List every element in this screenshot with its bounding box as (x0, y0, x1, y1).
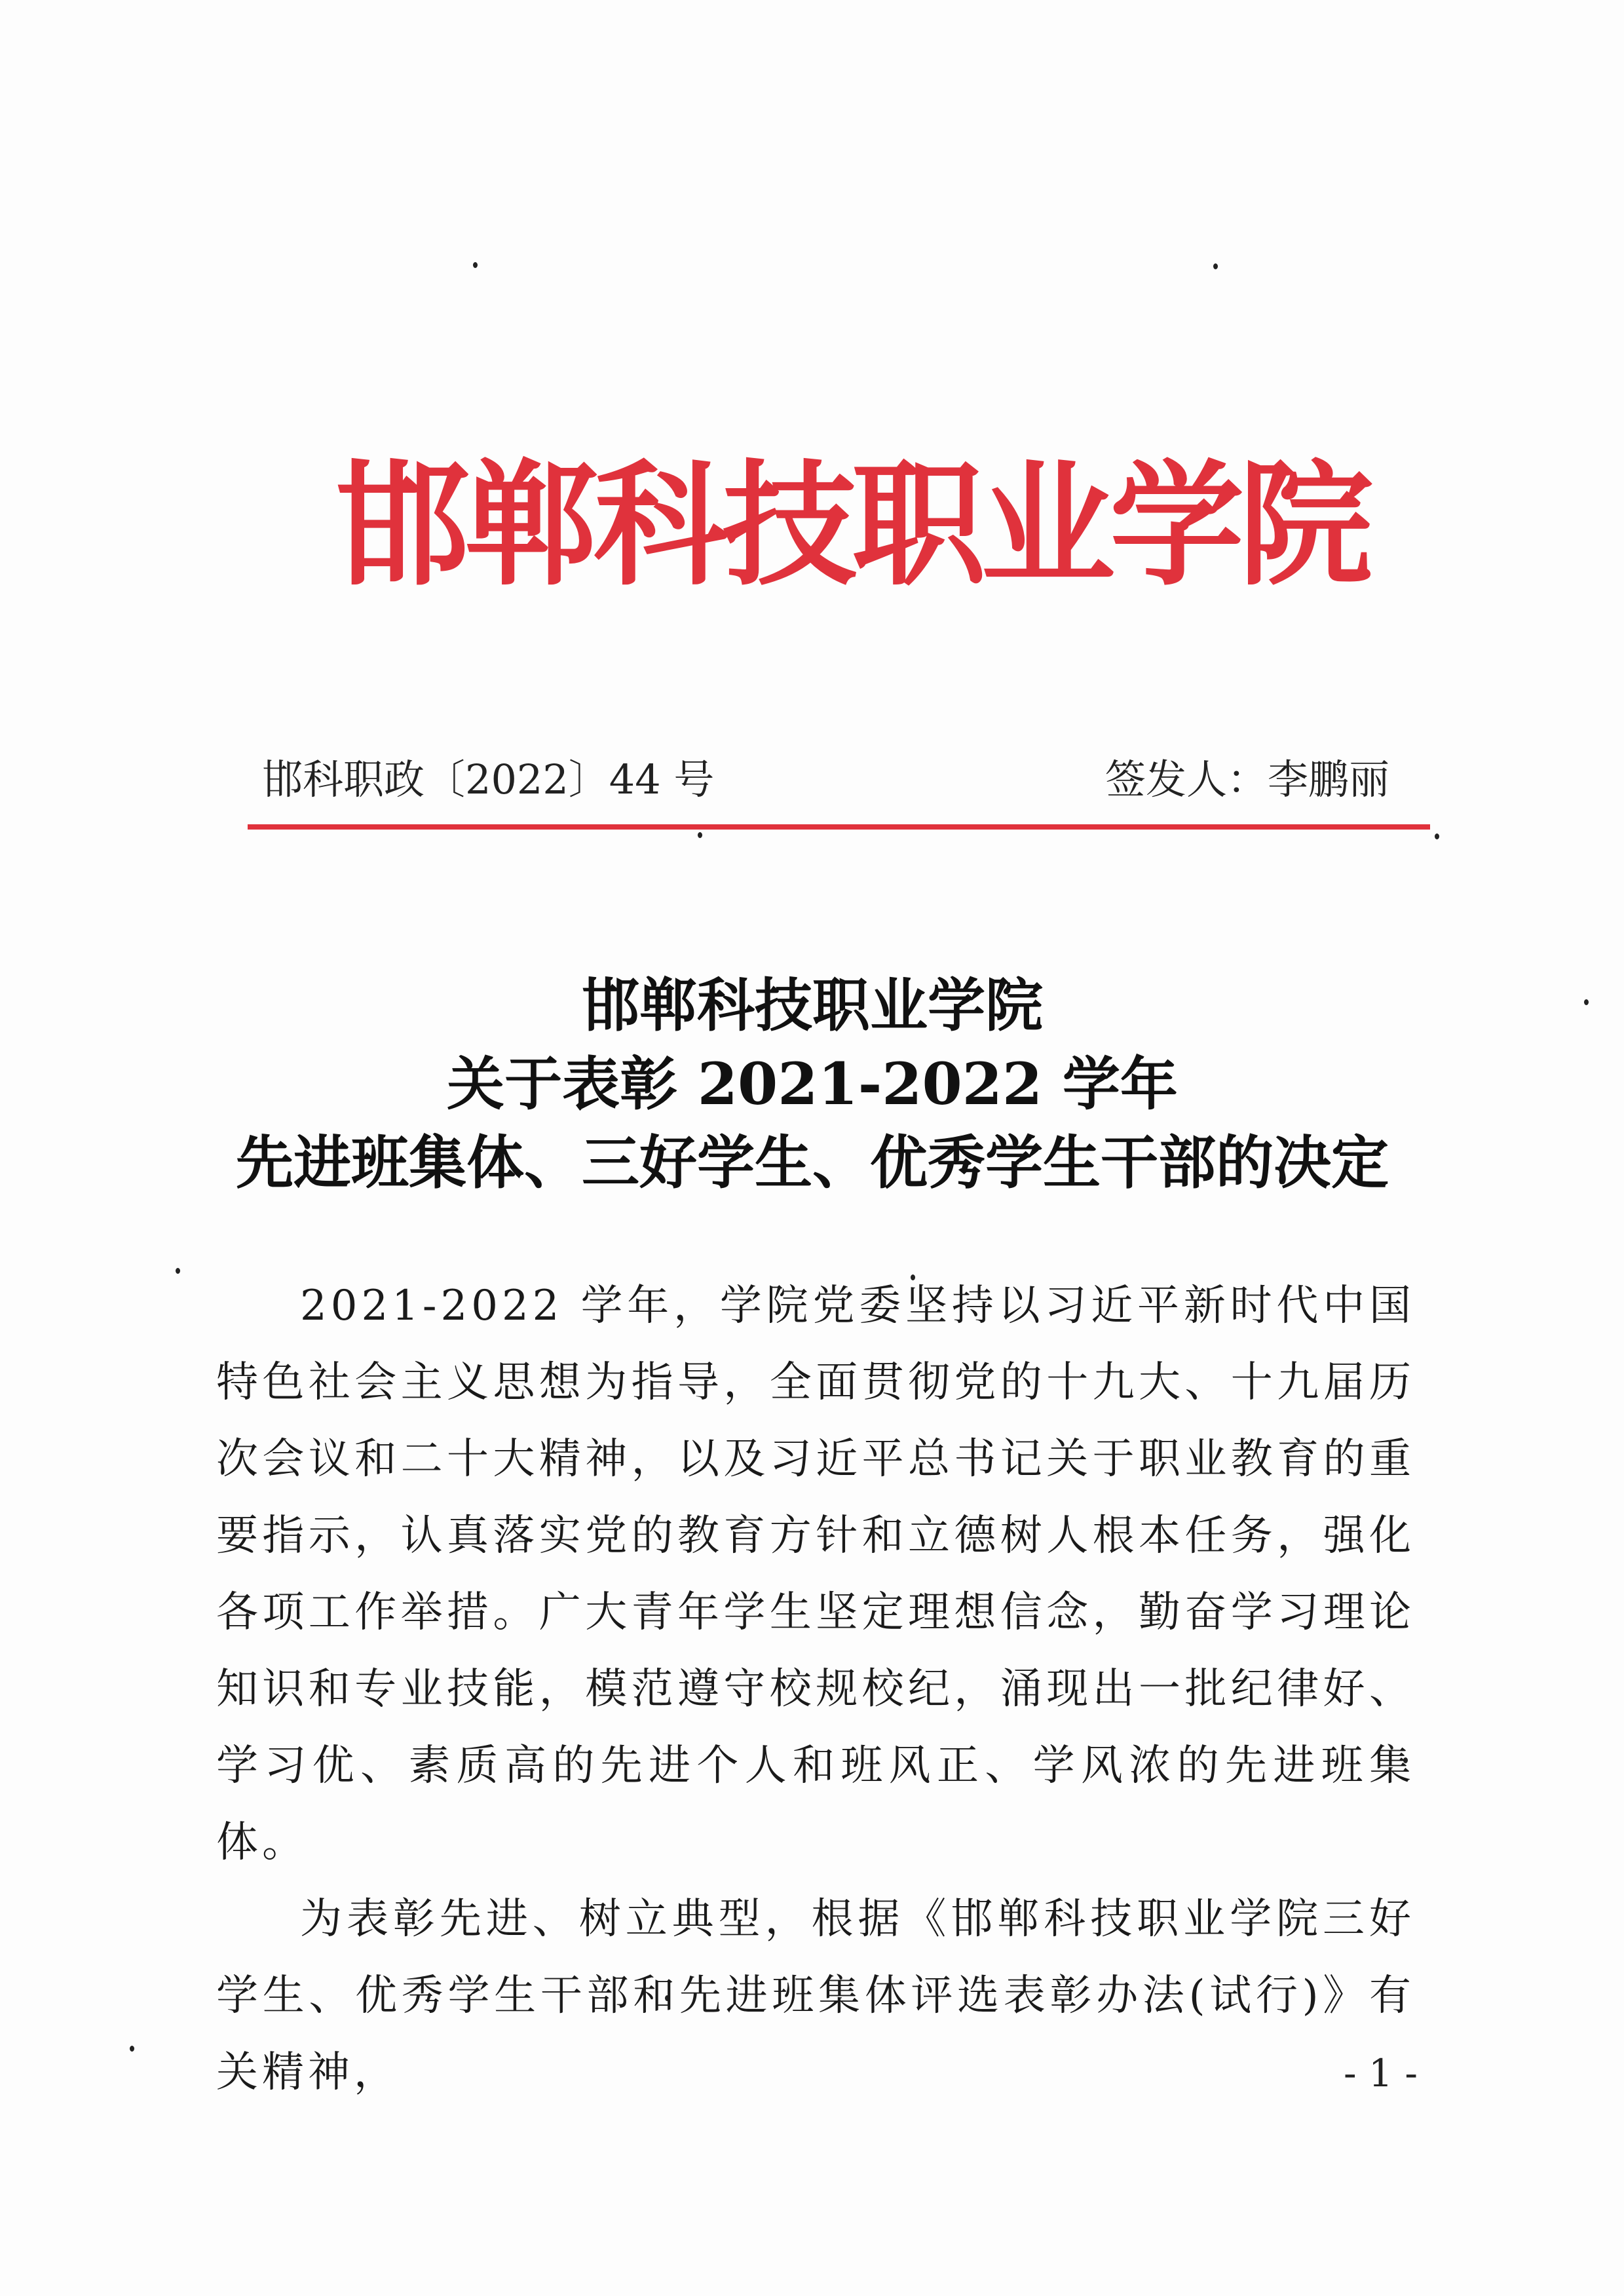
document-number: 邯科职政〔2022〕44 号 (262, 756, 715, 803)
scan-speck (1584, 999, 1589, 1005)
masthead-title: 邯郸科技职业学院 (335, 447, 1368, 604)
title-line-1: 邯郸科技职业学院 (581, 971, 1043, 1039)
scan-speck (698, 832, 702, 838)
red-divider-line (248, 824, 1430, 830)
signer-name: 李鹏丽 (1267, 756, 1389, 803)
scan-speck (1213, 263, 1218, 269)
paragraph-2: 为表彰先进、树立典型，根据《邯郸科技职业学院三好学生、优秀学生干部和先进班集体评选表彰办法(试行)》有关精神， (216, 1895, 1415, 2097)
scan-speck (473, 262, 478, 268)
page-number: - 1 - (1344, 2051, 1418, 2095)
title-line-3: 先进班集体、三好学生、优秀学生干部的决定 (235, 1128, 1389, 1196)
body-text (216, 1268, 1415, 2111)
scan-speck (130, 2046, 134, 2052)
signer-label: 签发人： (1105, 756, 1268, 803)
scan-speck (1435, 833, 1439, 839)
scan-speck (176, 1268, 180, 1274)
signer (1105, 747, 1389, 805)
title-line-2: 关于表彰 2021-2022 学年 (447, 1050, 1178, 1118)
paragraph-1: 2021-2022 学年，学院党委坚持以习近平新时代中国特色社会主义思想为指导，全面贯彻党的十九大、十九届历次会议和二十大精神，以及习近平总书记关于职业教育的重要指示，认真落实党的教育方针和立德树人根本任务，强化各项工作举措。广大青年学生坚定理想信念，勤奋学习理论知识和专业技能，模范遵守校规校纪，涌现出一批纪律好、学习优、素质高的先进个人和班风正、学风浓的先进班集体。 (216, 1282, 1415, 1867)
